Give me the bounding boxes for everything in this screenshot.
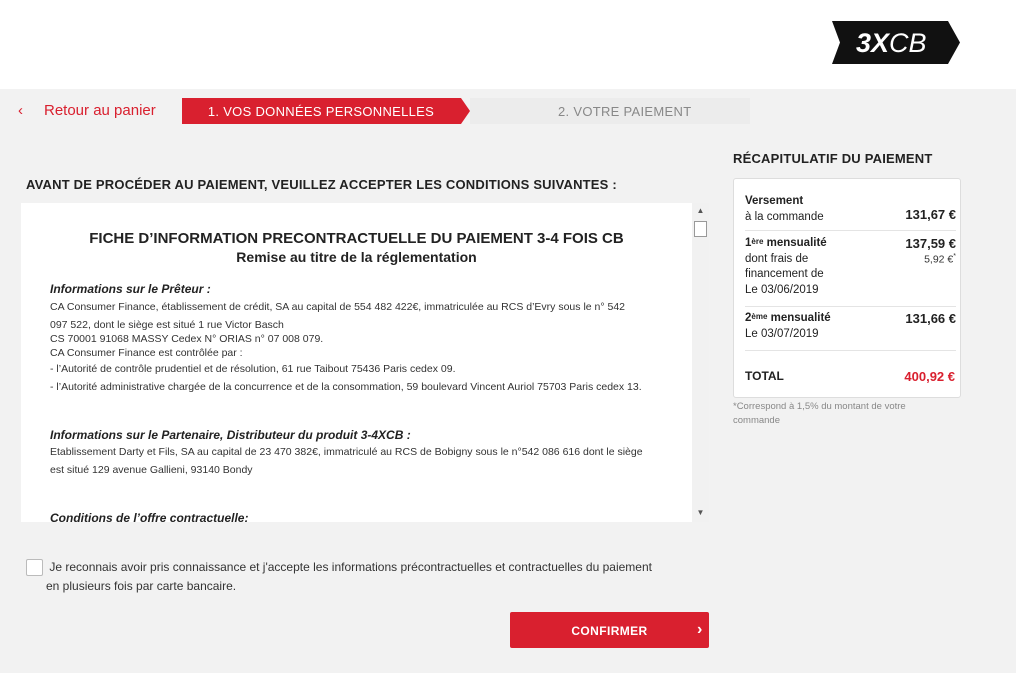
first-installment-label: 1ère mensualité dont frais de financement de Le 03/06/2019 bbox=[745, 237, 827, 296]
fee-footnote: *Correspond à 1,5% du montant de votre commande bbox=[733, 401, 906, 426]
step-personal-data-label: 1. VOS DONNÉES PERSONNELLES bbox=[207, 104, 435, 119]
back-to-cart-label: Retour au panier bbox=[44, 102, 156, 119]
scroll-down-arrow-icon[interactable]: ▼ bbox=[696, 508, 705, 517]
lender-line: - l’Autorité de contrôle prudentiel et de résolution, 61 rue Taibout 75436 Paris cedex 09. bbox=[50, 363, 456, 375]
accept-conditions-label[interactable] bbox=[46, 558, 666, 596]
confirm-button[interactable] bbox=[510, 612, 709, 648]
second-installment-amount: 131,66 € bbox=[905, 311, 956, 326]
lender-line: CA Consumer Finance, établissement de crédit, SA au capital de 554 482 422€, immatriculée au RCS d’Evry sous le n° 542 bbox=[50, 301, 626, 313]
accept-conditions-checkbox[interactable] bbox=[26, 559, 43, 576]
confirm-button-label: CONFIRMER bbox=[571, 624, 648, 638]
divider bbox=[745, 230, 956, 231]
divider bbox=[745, 306, 956, 307]
lender-line: CS 70001 91068 MASSY Cedex N° ORIAS n° 07 008 079. bbox=[50, 333, 324, 345]
conditions-title: AVANT DE PROCÉDER AU PAIEMENT, VEUILLEZ ACCEPTER LES CONDITIONS SUIVANTES : bbox=[26, 177, 617, 192]
divider bbox=[745, 350, 956, 351]
lender-line: 097 522, dont le siège est situé 1 rue Victor Basch bbox=[50, 319, 284, 331]
document-subtitle: Remise au titre de la réglementation bbox=[236, 249, 477, 265]
down-payment-label: Versement à la commande bbox=[745, 195, 824, 223]
partner-line: Etablissement Darty et Fils, SA au capital de 23 470 382€, immatriculé au RCS de Bobigny sous le n°542 086 616 dont le siège bbox=[50, 446, 643, 458]
header bbox=[0, 0, 1016, 89]
accept-conditions-text: Je reconnais avoir pris connaissance et j'accepte les informations précontractuelles et contractuelles du paiement en plusieurs fois par carte bancaire. bbox=[46, 560, 652, 593]
document-scrollbar[interactable] bbox=[692, 203, 709, 522]
total-amount: 400,92 € bbox=[904, 369, 955, 384]
chevron-right-icon: › bbox=[697, 621, 703, 638]
second-installment-label: 2ème mensualité Le 03/07/2019 bbox=[745, 312, 831, 340]
back-to-cart-link[interactable] bbox=[18, 102, 156, 119]
conditions-heading: Conditions de l’offre contractuelle: bbox=[50, 511, 249, 522]
3xcb-logo bbox=[832, 21, 960, 64]
down-payment-amount: 131,67 € bbox=[905, 207, 956, 222]
checkout-steps bbox=[0, 98, 1016, 124]
partner-heading: Informations sur le Partenaire, Distributeur du produit 3-4XCB : bbox=[50, 428, 411, 442]
logo-text-light: CB bbox=[889, 28, 927, 58]
partner-line: est situé 129 avenue Gallieni, 93140 Bondy bbox=[50, 464, 253, 476]
lender-line: - l’Autorité administrative chargée de la concurrence et de la consommation, 59 boulevard Vincent Auriol 75703 Paris cedex 13. bbox=[50, 381, 642, 393]
payment-summary-title: RÉCAPITULATIF DU PAIEMENT bbox=[733, 151, 933, 166]
precontractual-document[interactable] bbox=[21, 203, 709, 522]
scroll-up-arrow-icon[interactable]: ▲ bbox=[696, 206, 705, 215]
document-title: FICHE D’INFORMATION PRECONTRACTUELLE DU PAIEMENT 3-4 FOIS CB bbox=[89, 230, 624, 247]
total-label: TOTAL bbox=[745, 369, 784, 383]
logo-text-bold: 3X bbox=[856, 28, 890, 58]
financing-fee-amount: 5,92 €* bbox=[924, 253, 956, 266]
step-payment-label: 2. VOTRE PAIEMENT bbox=[558, 104, 692, 119]
payment-summary-box bbox=[733, 178, 961, 398]
step-payment bbox=[470, 98, 750, 124]
lender-line: CA Consumer Finance est contrôlée par : bbox=[50, 347, 243, 359]
scroll-thumb[interactable] bbox=[694, 221, 707, 237]
document-content bbox=[21, 203, 692, 522]
lender-heading: Informations sur le Prêteur : bbox=[50, 282, 211, 296]
chevron-left-icon: ‹ bbox=[18, 102, 23, 119]
first-installment-amount: 137,59 € bbox=[905, 236, 956, 251]
step-personal-data bbox=[182, 98, 470, 124]
